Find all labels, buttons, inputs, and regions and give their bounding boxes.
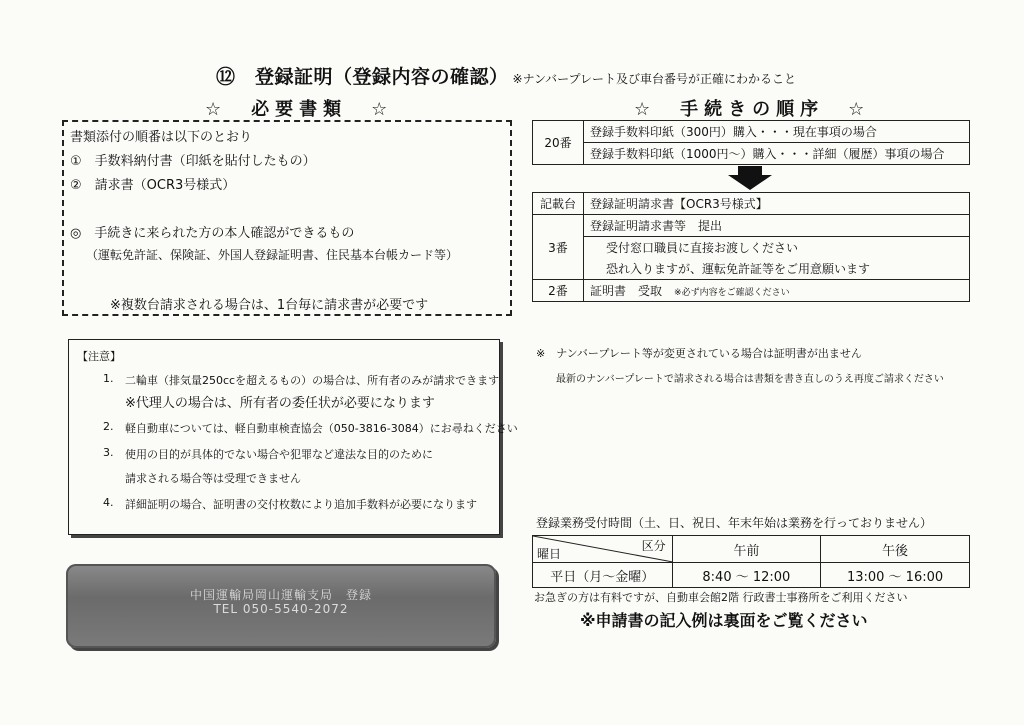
hours-corner-cell	[533, 536, 673, 563]
office-stamp	[66, 564, 496, 648]
caution-num-3: 3.	[103, 446, 114, 459]
caution-heading: 【注意】	[77, 350, 121, 363]
step-submit: 登録証明請求書等 提出	[584, 215, 970, 237]
counter-2: 2番	[533, 280, 584, 302]
caution-num-4: 4.	[103, 496, 114, 509]
fee-current: 登録手数料印紙（300円）購入・・・現在事項の場合	[584, 121, 970, 143]
hours-title: 登録業務受付時間（土、日、祝日、年末年始は業務を行っておりません）	[536, 516, 933, 530]
procedure-heading: ☆ 手続きの順序 ☆	[634, 99, 871, 120]
requirements-intro: 書類添付の順番は以下のとおり	[70, 130, 253, 145]
fee-detail: 登録手数料印紙（1000円～）購入・・・詳細（履歴）事項の場合	[584, 143, 970, 165]
col-am-header: 午前	[672, 536, 821, 563]
caution-item-3a: 使用の目的が具体的でない場合や犯罪など違法な目的のために	[125, 448, 433, 461]
caution-item-1-sub: ※代理人の場合は、所有者の委任状が必要になります	[125, 396, 435, 411]
step-handover: 受付窓口職員に直接お渡しください	[584, 237, 970, 259]
counter-3: 3番	[533, 215, 584, 280]
caution-item-1: 二輪車（排気量250ccを超えるもの）の場合は、所有者のみが請求できます	[125, 374, 500, 387]
step-license: 恐れ入りますが、運転免許証等をご用意願います	[584, 258, 970, 280]
office-tel: TEL 050-5540-2072	[213, 602, 349, 616]
col-pm-header: 午後	[821, 536, 970, 563]
plate-note-2: 最新のナンバープレートで請求される場合は書類を書き直しのうえ再度ご請求ください	[556, 374, 944, 385]
step-receive-label: 証明書 受取	[590, 284, 663, 298]
back-note: ※申請書の記入例は裏面をご覧ください	[580, 611, 868, 630]
step-desk: 登録証明請求書【OCR3号様式】	[584, 193, 970, 215]
caution-item-2: 軽自動車については、軽自動車検査協会（050-3816-3084）にお尋ねください	[125, 422, 518, 435]
requirements-heading: ☆ 必要書類 ☆	[205, 99, 394, 120]
step-receive	[584, 280, 970, 302]
hours-table	[532, 535, 970, 588]
title-text: ⑫ 登録証明（登録内容の確認）	[216, 66, 509, 88]
caution-num-2: 2.	[103, 420, 114, 433]
requirement-item-3-detail: （運転免許証、保険証、外国人登録証明書、住民基本台帳カード等）	[86, 248, 459, 262]
caution-box	[68, 339, 518, 535]
caution-item-4: 詳細証明の場合、証明書の交付枚数により追加手数料が必要になります	[125, 498, 477, 511]
corner-bottom-label: 曜日	[537, 547, 562, 561]
arrow-down-icon	[728, 166, 772, 190]
requirement-item-2: ② 請求書（OCR3号様式）	[70, 178, 236, 193]
caution-item-3b: 請求される場合等は受理できません	[125, 472, 301, 485]
title-note: ※ナンバープレート及び車台番号が正確にわかること	[512, 72, 797, 86]
counter-20: 20番	[533, 121, 584, 165]
weekday-label: 平日（月～金曜）	[533, 563, 673, 588]
weekday-pm: 13:00 ～ 16:00	[821, 563, 970, 588]
requirements-box	[62, 120, 512, 316]
multi-vehicle-note: ※複数台請求される場合は、1台毎に請求書が必要です	[110, 298, 429, 313]
plate-note-1: ※ ナンバープレート等が変更されている場合は証明書が出ません	[536, 347, 862, 360]
counter-desk: 記載台	[533, 193, 584, 215]
hours-note: お急ぎの方は有料ですが、自動車会館2階 行政書士事務所をご利用ください	[534, 591, 908, 604]
requirement-item-1: ① 手数料納付書（印紙を貼付したもの）	[70, 154, 316, 169]
office-name: 中国運輸局岡山運輸支局 登録	[189, 588, 372, 602]
weekday-am: 8:40 ～ 12:00	[672, 563, 821, 588]
caution-num-1: 1.	[103, 372, 114, 385]
procedure-table-steps	[532, 192, 970, 302]
requirement-item-3: ◎ 手続きに来られた方の本人確認ができるもの	[70, 226, 355, 241]
corner-top-label: 区分	[641, 539, 666, 553]
procedure-table-fee	[532, 120, 970, 165]
page-title	[216, 62, 796, 89]
step-receive-note: ※必ず内容をご確認ください	[674, 288, 790, 298]
